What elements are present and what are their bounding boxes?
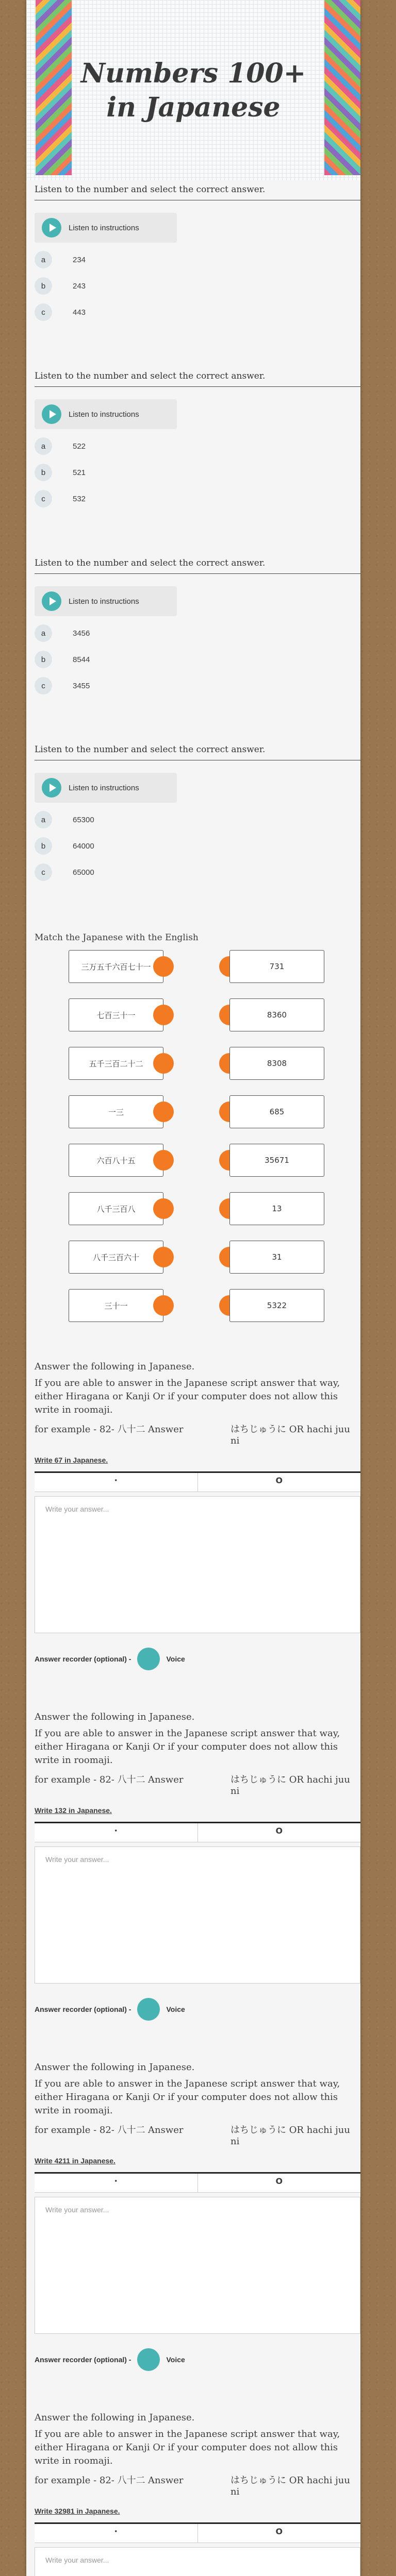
answer-option-c[interactable]: c 65000: [35, 863, 360, 881]
decorative-pattern-right: [324, 0, 360, 175]
answer-option-b[interactable]: b 64000: [35, 837, 360, 855]
matching-title: Match the Japanese with the English: [35, 933, 199, 943]
match-left-item[interactable]: 五千三百二十二: [69, 1047, 163, 1080]
character-toolbar: [35, 2172, 360, 2193]
match-right-item[interactable]: 685: [229, 1095, 324, 1128]
listen-instructions-button[interactable]: Listen to instructions: [35, 213, 177, 243]
match-left-connector[interactable]: [153, 1101, 174, 1122]
matching-area: [35, 950, 360, 1331]
match-left-connector[interactable]: [153, 1053, 174, 1074]
record-voice-button[interactable]: [137, 1998, 160, 2021]
listen-instructions-button[interactable]: Listen to instructions: [35, 586, 177, 616]
record-voice-button[interactable]: [137, 2348, 160, 2371]
example-line: for example - 82- 八十二 Answer はちじゅうに OR hachi juu ni: [35, 2125, 350, 2147]
question-text: Write 67 in Japanese.: [35, 1456, 108, 1464]
match-left-connector[interactable]: [153, 1150, 174, 1171]
character-toolbar: [35, 2522, 360, 2543]
match-right-item[interactable]: 731: [229, 950, 324, 983]
question-instructions: If you are able to answer in the Japanese script answer that way, either Hiragana or Kanji Or if your computer does not allow this write in roomaji.: [35, 2078, 340, 2116]
insert-dot-button[interactable]: ・: [35, 2524, 198, 2543]
question-text: Write 4211 in Japanese.: [35, 2157, 116, 2165]
answer-option-a[interactable]: a 65300: [35, 811, 360, 828]
question-4: [35, 744, 360, 881]
play-icon: [42, 404, 61, 424]
answer-textarea[interactable]: Write your answer...: [35, 2197, 360, 2334]
answer-option-c[interactable]: c 532: [35, 490, 360, 507]
answer-textarea[interactable]: Write your answer...: [35, 2547, 360, 2576]
play-icon: [42, 218, 61, 238]
insert-dot-button[interactable]: ・: [35, 1823, 198, 1842]
question-instructions: If you are able to answer in the Japanese script answer that way, either Hiragana or Kanji Or if your computer does not allow this write in roomaji.: [35, 1728, 340, 1766]
written-question-1: [35, 1360, 360, 1670]
example-line: for example - 82- 八十二 Answer はちじゅうに OR hachi juu ni: [35, 1774, 350, 1797]
written-question-2: [35, 1710, 360, 2021]
match-right-item[interactable]: 5322: [229, 1289, 324, 1322]
answer-option-b[interactable]: b 243: [35, 277, 360, 295]
insert-circle-button[interactable]: O: [275, 2527, 283, 2536]
question-prompt: Listen to the number and select the correct answer.: [35, 558, 266, 568]
answer-recorder: Answer recorder (optional) - Voice: [35, 1998, 360, 2021]
answer-option-c[interactable]: c 3455: [35, 677, 360, 694]
question-text: Write 32981 in Japanese.: [35, 2507, 120, 2515]
answer-recorder: Answer recorder (optional) - Voice: [35, 2348, 360, 2371]
matching-section: [35, 933, 360, 1331]
match-left-connector[interactable]: [153, 1295, 174, 1316]
match-right-item[interactable]: 13: [229, 1192, 324, 1225]
question-prompt: Listen to the number and select the correct answer.: [35, 184, 266, 195]
answer-option-b[interactable]: b 521: [35, 464, 360, 481]
question-prompt: Listen to the number and select the correct answer.: [35, 744, 266, 755]
match-left-connector[interactable]: [153, 1198, 174, 1219]
question-2: [35, 371, 360, 507]
match-left-item[interactable]: 三万五千六百七十一: [69, 950, 163, 983]
insert-dot-button[interactable]: ・: [35, 1473, 198, 1492]
insert-circle-button[interactable]: O: [275, 2176, 283, 2186]
question-instructions: If you are able to answer in the Japanese script answer that way, either Hiragana or Kanji Or if your computer does not allow this write in roomaji.: [35, 1378, 340, 1415]
question-intro: Answer the following in Japanese.: [35, 2062, 195, 2073]
match-left-item[interactable]: 六百八十五: [69, 1144, 163, 1177]
question-prompt: Listen to the number and select the correct answer.: [35, 371, 266, 381]
match-left-connector[interactable]: [153, 1005, 174, 1025]
answer-option-a[interactable]: a 234: [35, 251, 360, 268]
match-right-item[interactable]: 8308: [229, 1047, 324, 1080]
insert-dot-button[interactable]: ・: [35, 2174, 198, 2192]
answer-option-b[interactable]: b 8544: [35, 651, 360, 668]
answer-option-a[interactable]: a 522: [35, 437, 360, 455]
match-left-item[interactable]: 一三: [69, 1095, 163, 1128]
written-question-3: [35, 2061, 360, 2371]
listen-instructions-button[interactable]: Listen to instructions: [35, 399, 177, 429]
match-left-item[interactable]: 八千三百六十: [69, 1241, 163, 1274]
example-line: for example - 82- 八十二 Answer はちじゅうに OR hachi juu ni: [35, 2475, 350, 2497]
page-title: Numbers 100+ in Japanese: [80, 58, 306, 123]
divider: [35, 386, 360, 387]
question-intro: Answer the following in Japanese.: [35, 1361, 195, 1372]
character-toolbar: [35, 1471, 360, 1492]
answer-textarea[interactable]: Write your answer...: [35, 1496, 360, 1633]
match-left-connector[interactable]: [153, 956, 174, 977]
match-left-item[interactable]: 三十一: [69, 1289, 163, 1322]
answer-option-a[interactable]: a 3456: [35, 624, 360, 642]
answer-recorder: Answer recorder (optional) - Voice: [35, 1648, 360, 1670]
listen-instructions-button[interactable]: Listen to instructions: [35, 773, 177, 803]
answer-textarea[interactable]: Write your answer...: [35, 1846, 360, 1984]
play-icon: [42, 591, 61, 611]
answer-option-c[interactable]: c 443: [35, 303, 360, 321]
insert-circle-button[interactable]: O: [275, 1826, 283, 1836]
question-intro: Answer the following in Japanese.: [35, 2412, 195, 2423]
question-instructions: If you are able to answer in the Japanese script answer that way, either Hiragana or Kanji Or if your computer does not allow this write in roomaji.: [35, 2429, 340, 2466]
written-question-4: [35, 2411, 360, 2576]
match-right-item[interactable]: 31: [229, 1241, 324, 1274]
divider: [35, 573, 360, 574]
match-left-connector[interactable]: [153, 1247, 174, 1267]
play-icon: [42, 778, 61, 798]
question-3: [35, 558, 360, 694]
example-line: for example - 82- 八十二 Answer はちじゅうに OR hachi juu ni: [35, 1424, 350, 1446]
question-intro: Answer the following in Japanese.: [35, 1711, 195, 1722]
match-left-item[interactable]: 八千三百八: [69, 1192, 163, 1225]
decorative-pattern-left: [36, 0, 72, 175]
insert-circle-button[interactable]: O: [275, 1476, 283, 1485]
character-toolbar: [35, 1822, 360, 1842]
match-left-item[interactable]: 七百三十一: [69, 998, 163, 1031]
record-voice-button[interactable]: [137, 1648, 160, 1670]
match-right-item[interactable]: 8360: [229, 998, 324, 1031]
question-1: [35, 184, 360, 321]
question-text: Write 132 in Japanese.: [35, 1806, 112, 1815]
match-right-item[interactable]: 35671: [229, 1144, 324, 1177]
